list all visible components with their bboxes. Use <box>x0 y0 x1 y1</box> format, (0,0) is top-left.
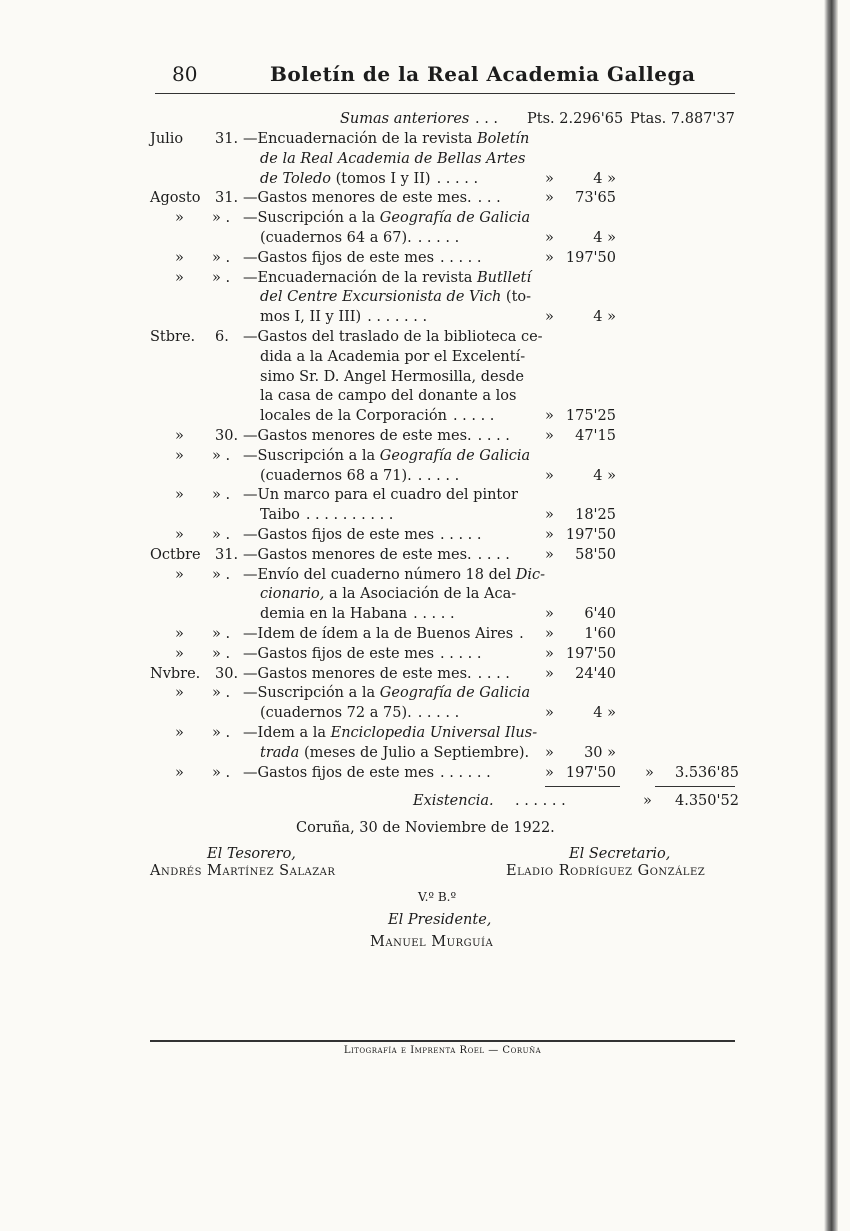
secretario-title: El Secretario, <box>569 846 671 862</box>
leader-dots: . . . . . <box>440 646 482 662</box>
ditto-mark: » <box>645 765 654 781</box>
ledger-month: Octbre <box>150 547 201 563</box>
description-title-italic: Dic- <box>515 567 546 583</box>
ledger-month: Agosto <box>150 190 201 206</box>
ledger-day: » . <box>212 250 231 266</box>
ledger-day: » . <box>212 487 231 503</box>
ledger-day: » . <box>212 448 231 464</box>
total-underline <box>655 786 735 787</box>
description-title-italic: de Toledo <box>260 171 331 187</box>
ledger-day: 31. <box>215 547 239 563</box>
ledger-description <box>260 288 531 306</box>
ditto-mark: » <box>545 250 554 266</box>
ledger-amount: 24'40 <box>575 666 616 682</box>
ditto-mark: » <box>545 468 554 484</box>
ledger-month: » <box>175 487 184 503</box>
ledger-description <box>243 724 537 742</box>
leader-dots: . . . . <box>477 428 510 444</box>
page-header <box>150 62 735 90</box>
ditto-mark: » <box>545 646 554 662</box>
ledger-description <box>260 407 494 425</box>
ledger-month: Julio <box>150 131 184 147</box>
tesorero-title: El Tesorero, <box>207 846 296 862</box>
ledger-description <box>243 427 510 445</box>
ledger-day: 6. <box>215 329 229 345</box>
ditto-mark: » <box>545 507 554 523</box>
ledger-amount: 197'50 <box>565 765 616 781</box>
description-after: (meses de Julio a Septiembre). <box>299 745 530 761</box>
ditto-mark: » <box>545 547 554 563</box>
existencia-label: Existencia. <box>413 793 494 809</box>
secretario-name: Eladio Rodríguez González <box>506 863 706 879</box>
description-title-italic: Geografía de Galicia <box>379 448 531 464</box>
ledger-day: » . <box>212 765 231 781</box>
ledger-month: » <box>175 567 184 583</box>
leader-dots: . . . . . <box>440 250 482 266</box>
leader-dots: . . . . . . . . . . <box>305 507 394 523</box>
ledger-description <box>260 308 427 326</box>
ledger-month: » <box>175 250 184 266</box>
ledger-description <box>260 170 478 188</box>
ledger-description <box>260 348 525 366</box>
page-edge-shadow <box>824 0 838 1231</box>
ledger-amount: 58'50 <box>575 547 616 563</box>
ledger-description <box>243 130 529 148</box>
ledger-month: » <box>175 725 184 741</box>
ditto-mark: » <box>545 705 554 721</box>
ledger-month: » <box>175 765 184 781</box>
ledger-description <box>243 269 531 287</box>
leader-dots: . . . . . <box>452 408 495 424</box>
ledger-day: » . <box>212 685 231 701</box>
ledger-description <box>243 328 543 346</box>
ledger-amount: 6'40 <box>584 606 616 622</box>
ledger-description <box>243 249 482 267</box>
leader-dots: . . . . . <box>417 230 460 246</box>
ditto-mark: » <box>545 309 554 325</box>
existencia-dots: . . . . . . <box>515 793 566 809</box>
description-title-italic: del Centre Excursionista de Vich <box>260 289 502 305</box>
amount-underline <box>545 786 620 787</box>
ledger-month: » <box>175 270 184 286</box>
description-title-italic: Geografía de Galicia <box>379 210 531 226</box>
ledger-amount: 4 » <box>593 309 616 325</box>
ledger-description <box>260 704 459 722</box>
existencia-quote: » <box>643 793 652 809</box>
ledger-amount: 4 » <box>593 468 616 484</box>
ledger-month: » <box>175 527 184 543</box>
place-date: Coruña, 30 de Noviembre de 1922. <box>296 820 555 836</box>
description-after: (to- <box>501 289 532 305</box>
description-text: —Envío del cuaderno número 18 del <box>243 567 516 583</box>
ditto-mark: » <box>545 626 554 642</box>
sumas-label: Sumas anteriores <box>340 111 470 127</box>
ledger-amount: 197'50 <box>565 527 616 543</box>
header-rule <box>155 93 735 94</box>
ledger-day: 30. <box>215 428 239 444</box>
description-text: (cuadernos 72 a 75). <box>260 705 412 721</box>
leader-dots: . . . . . . . <box>367 309 428 325</box>
ditto-mark: » <box>545 527 554 543</box>
description-text: —Un marco para el cuadro del pintor <box>243 487 518 503</box>
ditto-mark: » <box>545 408 554 424</box>
ledger-month: » <box>175 646 184 662</box>
ledger-amount: 73'65 <box>575 190 616 206</box>
description-text: demia en la Habana <box>260 606 408 622</box>
ledger-description <box>243 447 530 465</box>
ledger-day: » . <box>212 725 231 741</box>
ledger-day: 31. <box>215 131 239 147</box>
ledger-month: » <box>175 448 184 464</box>
ledger-month: » <box>175 685 184 701</box>
ledger-day: » . <box>212 527 231 543</box>
leader-dots: . . . . . <box>413 606 455 622</box>
leader-dots: . . . . . <box>417 705 460 721</box>
ditto-mark: » <box>545 428 554 444</box>
description-text: mos I, II y III) <box>260 309 362 325</box>
ledger-day: 31. <box>215 190 239 206</box>
ledger-description <box>243 625 524 643</box>
ledger-description <box>243 189 501 207</box>
description-text: —Gastos menores de este mes. <box>243 547 472 563</box>
description-text: —Gastos fijos de este mes <box>243 250 435 266</box>
ledger-day: 30. <box>215 666 239 682</box>
ledger-description <box>243 566 545 584</box>
leader-dots: . <box>519 626 524 642</box>
ledger-month: » <box>175 428 184 444</box>
ledger-description <box>243 764 491 782</box>
ledger-description <box>260 467 459 485</box>
ledger-description <box>260 506 393 524</box>
ledger-amount: 1'60 <box>584 626 616 642</box>
description-text: —Idem de ídem a la de Buenos Aires <box>243 626 514 642</box>
description-text: —Suscripción a la <box>243 210 380 226</box>
description-title-italic: trada <box>260 745 300 761</box>
ledger-amount: 4 » <box>593 705 616 721</box>
description-text: —Gastos fijos de este mes <box>243 765 435 781</box>
description-text: —Gastos menores de este mes. <box>243 428 472 444</box>
leader-dots: . . . . <box>477 547 510 563</box>
ledger-day: » . <box>212 567 231 583</box>
ledger-amount: 197'50 <box>565 646 616 662</box>
ledger-day: » . <box>212 210 231 226</box>
leader-dots: . . . . . . <box>440 765 491 781</box>
leader-dots: . . . . . <box>417 468 460 484</box>
existencia-value: 4.350'52 <box>675 793 739 809</box>
ledger-day: » . <box>212 646 231 662</box>
leader-dots: . . . . . <box>436 171 479 187</box>
ditto-mark: » <box>545 745 554 761</box>
description-text: (cuadernos 64 a 67). <box>260 230 412 246</box>
sumas-dots: . . . <box>475 111 499 127</box>
description-text: —Encuadernación de la revista <box>243 131 477 147</box>
sumas-pts: Pts. 2.296'65 <box>527 111 624 127</box>
presidente-title: El Presidente, <box>388 912 492 928</box>
description-title-italic: cionario, <box>260 586 325 602</box>
ditto-mark: » <box>545 606 554 622</box>
ledger-month: Nvbre. <box>150 666 201 682</box>
description-text: —Gastos fijos de este mes <box>243 646 435 662</box>
description-text: locales de la Corporación <box>260 408 447 424</box>
ledger-description <box>243 209 530 227</box>
ledger-description <box>260 387 516 405</box>
ledger-day: » . <box>212 270 231 286</box>
ditto-mark: » <box>545 230 554 246</box>
ledger-month: Stbre. <box>150 329 196 345</box>
ledger-day: » . <box>212 626 231 642</box>
description-text: Taibo <box>260 507 300 523</box>
page-number: 80 <box>172 62 198 86</box>
ledger-amount: 4 » <box>593 171 616 187</box>
ledger-description <box>243 645 482 663</box>
ledger-month: » <box>175 210 184 226</box>
ledger-description <box>260 150 525 168</box>
ditto-mark: » <box>545 765 554 781</box>
description-text: —Suscripción a la <box>243 448 380 464</box>
ledger-amount: 18'25 <box>575 507 616 523</box>
description-title-italic: Enciclopedia Universal Ilus- <box>330 725 538 741</box>
description-text: —Idem a la <box>243 725 331 741</box>
tesorero-name: Andrés Martínez Salazar <box>150 863 336 879</box>
ledger-description <box>260 744 529 762</box>
ledger-description <box>243 684 530 702</box>
description-text: (cuadernos 68 a 71). <box>260 468 412 484</box>
description-text: —Gastos del traslado de la biblioteca ce- <box>243 329 543 345</box>
description-text: la casa de campo del donante a los <box>260 388 517 404</box>
description-after: a la Asociación de la Aca- <box>324 586 517 602</box>
ledger-description <box>260 585 516 603</box>
footer-rule <box>150 1040 735 1042</box>
description-text: —Suscripción a la <box>243 685 380 701</box>
description-title-italic: Boletín <box>476 131 530 147</box>
ledger-amount: 47'15 <box>575 428 616 444</box>
leader-dots: . . . . <box>477 666 510 682</box>
description-title-italic: de la Real Academia de Bellas Artes <box>260 151 526 167</box>
description-after: (tomos I y II) <box>330 171 431 187</box>
ledger-description <box>260 229 459 247</box>
description-text: —Gastos menores de este mes. <box>243 666 472 682</box>
leader-dots: . . . . . <box>440 527 482 543</box>
ledger-description <box>260 368 524 386</box>
ditto-mark: » <box>545 171 554 187</box>
ledger-description <box>243 665 510 683</box>
printer-imprint: Litografía e Imprenta Roel — Coruña <box>343 1045 542 1056</box>
ledger-total: 3.536'85 <box>675 765 739 781</box>
presidente-name: Manuel Murguía <box>370 934 494 950</box>
leader-dots: . . . <box>477 190 501 206</box>
ledger-amount: 30 » <box>584 745 616 761</box>
ledger-amount: 197'50 <box>565 250 616 266</box>
ledger-description <box>243 546 510 564</box>
description-text: —Encuadernación de la revista <box>243 270 477 286</box>
description-title-italic: Butlletí <box>476 270 532 286</box>
description-text: dida a la Academia por el Excelentí- <box>260 349 526 365</box>
description-title-italic: Geografía de Galicia <box>379 685 531 701</box>
description-text: simo Sr. D. Angel Hermosilla, desde <box>260 369 524 385</box>
running-title: Boletín de la Real Academia Gallega <box>270 62 696 86</box>
ledger-description <box>243 526 482 544</box>
description-text: —Gastos fijos de este mes <box>243 527 435 543</box>
ditto-mark: » <box>545 190 554 206</box>
ditto-mark: » <box>545 666 554 682</box>
visto-bueno: V.º B.º <box>418 890 457 904</box>
ledger-month: » <box>175 626 184 642</box>
ledger-description <box>260 605 455 623</box>
ledger-description <box>243 486 518 504</box>
ledger-amount: 4 » <box>593 230 616 246</box>
sumas-ptas: Ptas. 7.887'37 <box>630 111 735 127</box>
description-text: —Gastos menores de este mes. <box>243 190 472 206</box>
ledger-amount: 175'25 <box>565 408 616 424</box>
